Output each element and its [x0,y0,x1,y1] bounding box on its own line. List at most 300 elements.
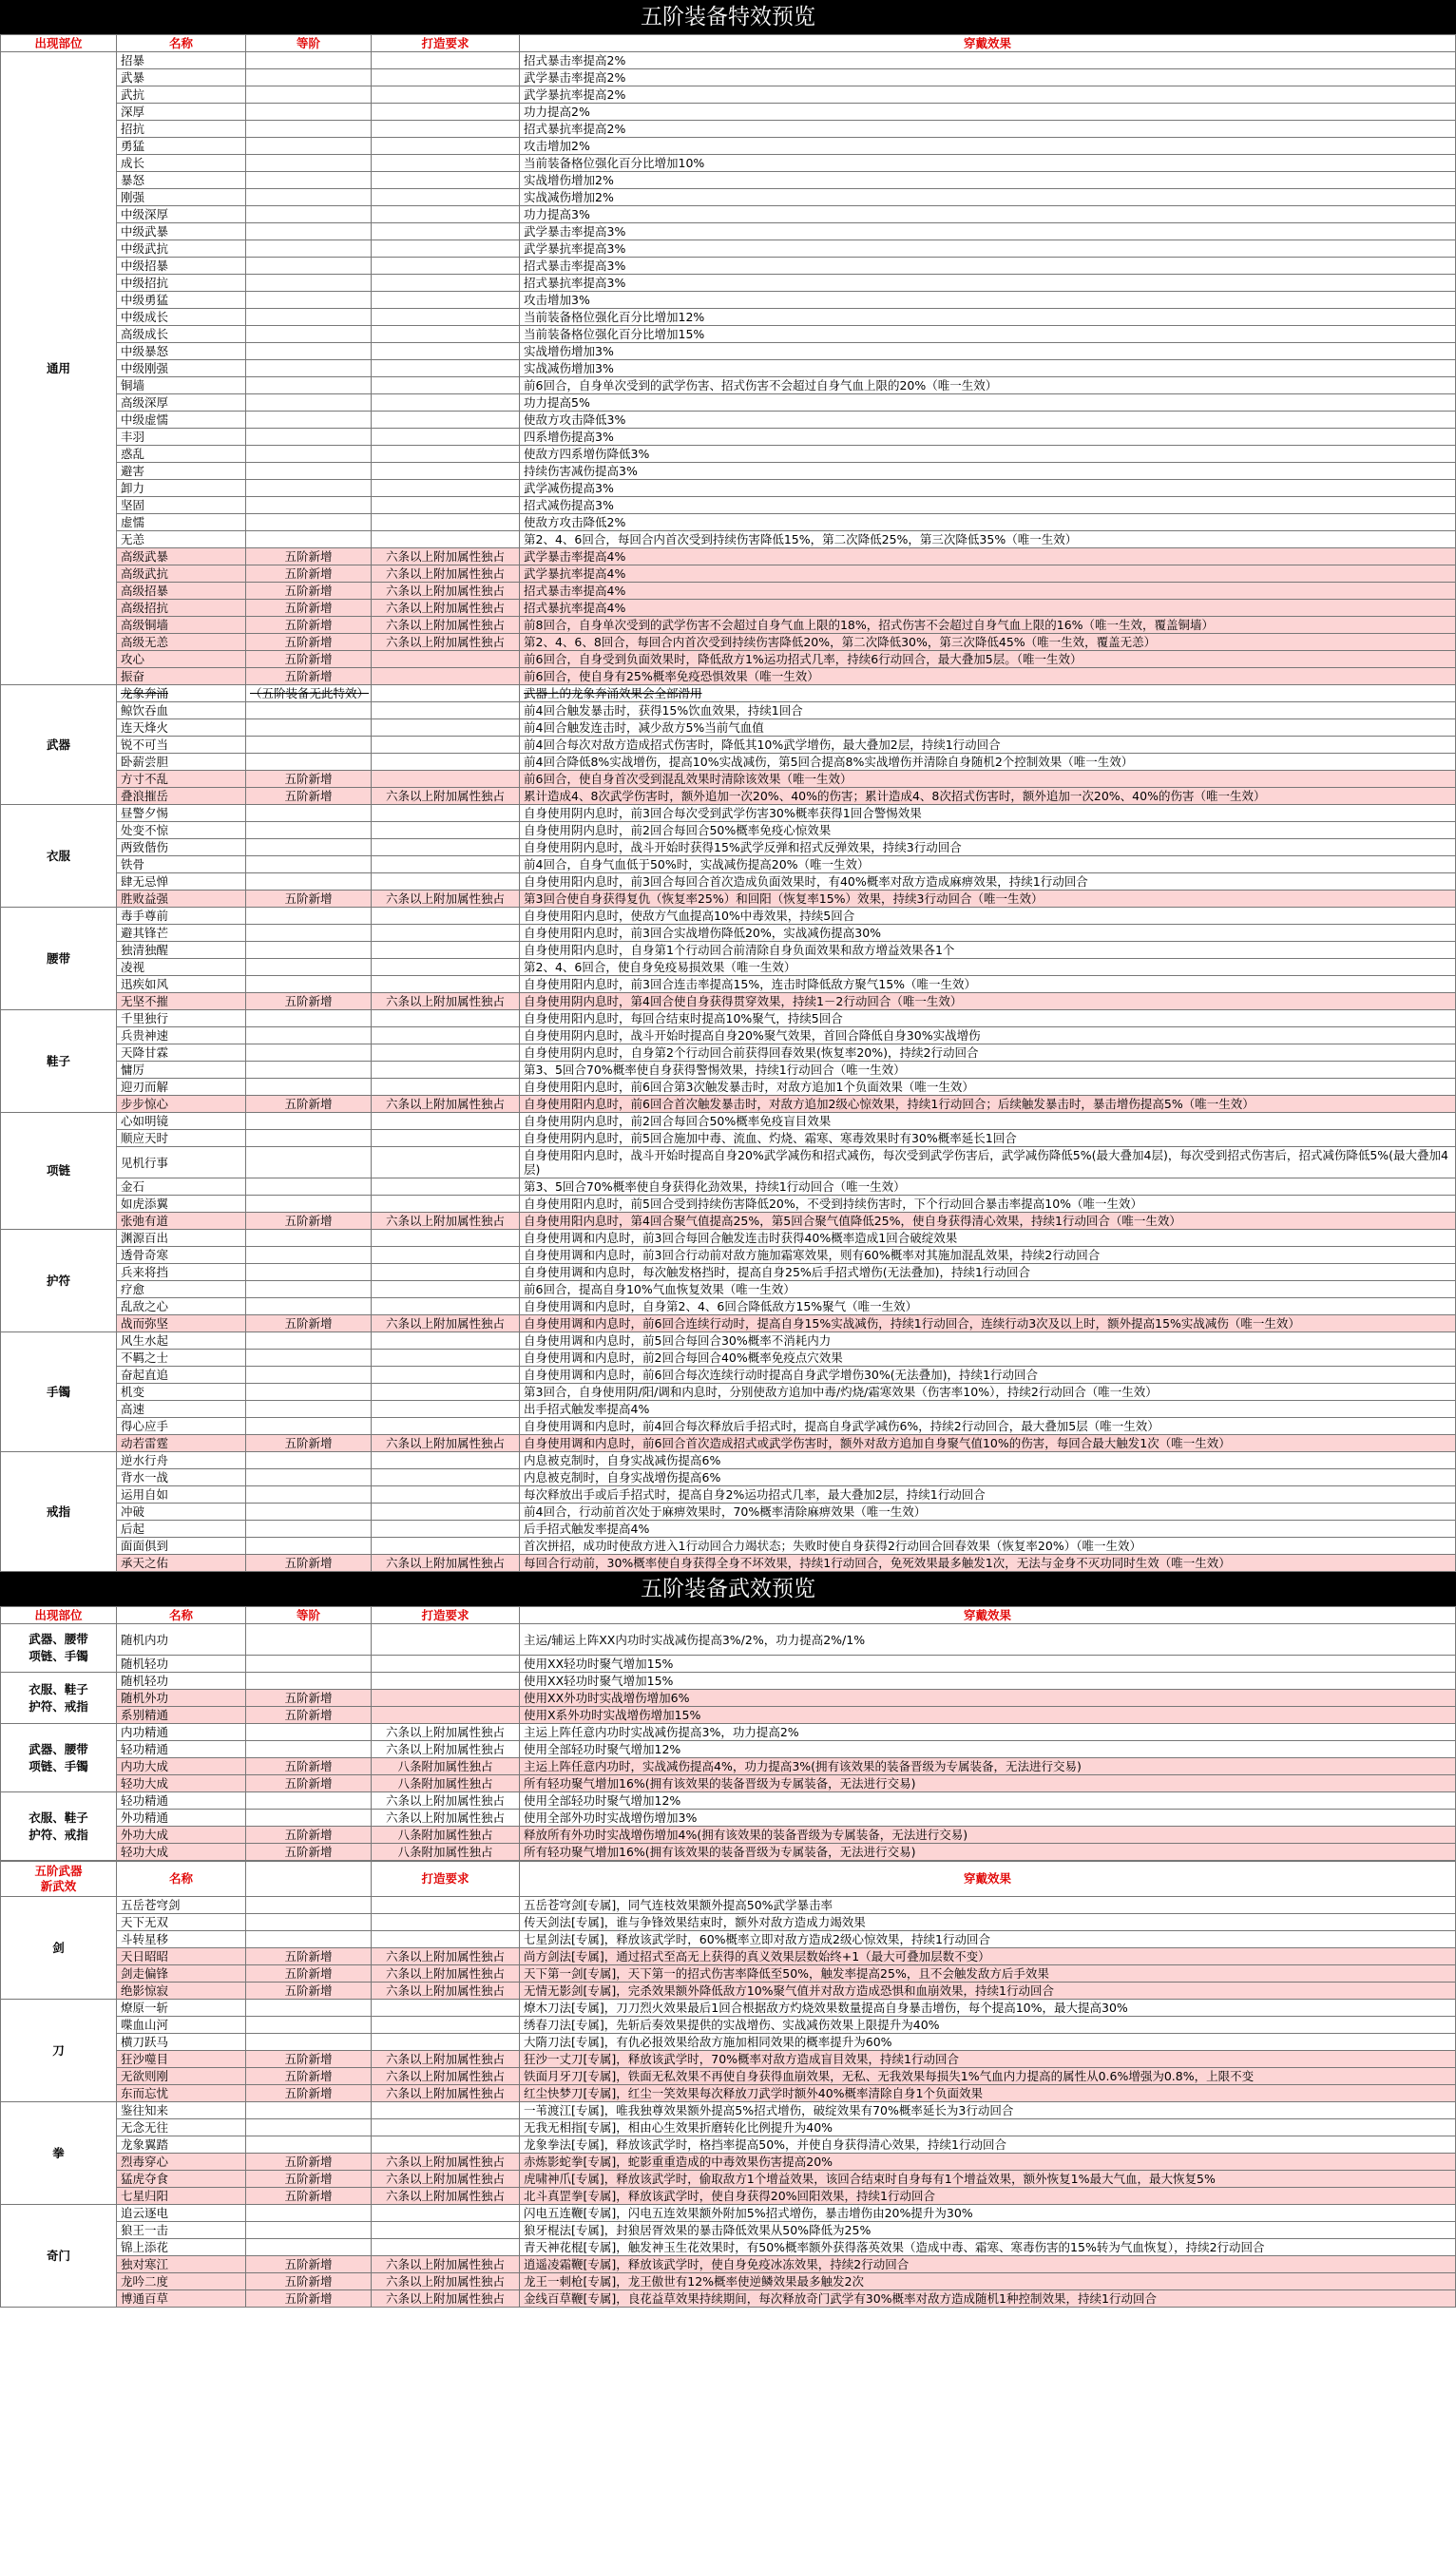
requirement-cell [372,343,520,360]
requirement-cell: 六条以上附加属性独占 [372,565,520,583]
requirement-cell [372,1452,520,1469]
effect-description: 实战增伤增加2% [520,172,1456,189]
effect-description: 自身使用阳内息时，战斗开始时提高自身20%武学减伤和招式减伤，每次受到武学伤害后，武学减伤降低5%(最大叠加4层)，每次受到招式伤害后，招式减伤降低5%(最大叠加4层) [520,1147,1456,1178]
requirement-cell [372,2119,520,2136]
effect-name: 七星归阳 [117,2188,246,2205]
table-row [1,565,1456,583]
tier-cell [246,497,372,514]
tier-cell [246,360,372,377]
requirement-cell: 八条附加属性独占 [372,1844,520,1861]
tier-cell [246,1384,372,1401]
effect-description: 主运/辅运上阵XX内功时实战减伤提高3%/2%，功力提高2%/1% [520,1624,1456,1656]
tier-cell: 五阶新增 [246,1707,372,1724]
effect-description: 当前装备格位强化百分比增加10% [520,155,1456,172]
effect-name: 凌视 [117,959,246,976]
col-header-name: 名称 [117,35,246,52]
requirement-cell [372,514,520,531]
effect-name: 连天烽火 [117,719,246,737]
requirement-cell [372,69,520,86]
requirement-cell [372,856,520,873]
table-row [1,1435,1456,1452]
tier-cell: 五阶新增 [246,1965,372,1983]
requirement-cell [372,412,520,429]
table-row [1,514,1456,531]
effect-description: 使敌方四系增伤降低3% [520,446,1456,463]
requirement-cell [372,719,520,737]
effect-name: 高级招抗 [117,600,246,617]
col-header-tier [246,1862,372,1897]
requirement-cell [372,1044,520,1062]
requirement-cell [372,1401,520,1418]
category-cell: 衣服、鞋子 护符、戒指 [1,1673,117,1724]
table-row [1,2239,1456,2256]
requirement-cell: 六条以上附加属性独占 [372,1724,520,1741]
effect-description: 闪电五连鞭[专属]，闪电五连效果额外附加5%招式增伤，暴击增伤由20%提升为30% [520,2205,1456,2222]
effect-description: 自身使用阴内息时，战斗开始时获得15%武学反弹和招式反弹效果，持续3行动回合 [520,839,1456,856]
requirement-cell [372,1113,520,1130]
effect-name: 狼王一击 [117,2222,246,2239]
table-row [1,1113,1456,1130]
requirement-cell [372,1298,520,1315]
table-row [1,702,1456,719]
tier-cell [246,1418,372,1435]
requirement-cell [372,925,520,942]
table-row [1,446,1456,463]
tier-cell [246,326,372,343]
effect-name: 高级招暴 [117,583,246,600]
table-row [1,583,1456,600]
effect-name: 渊源百出 [117,1230,246,1247]
effect-name: 叠浪摧岳 [117,788,246,805]
effect-name: 轻功大成 [117,1844,246,1861]
tier-cell [246,976,372,993]
effect-name: 猛虎夺食 [117,2171,246,2188]
effect-description: 所有轻功聚气增加16%(拥有该效果的装备晋级为专属装备，无法进行交易) [520,1844,1456,1861]
table-row [1,121,1456,138]
requirement-cell: 六条以上附加属性独占 [372,2256,520,2273]
table-row [1,668,1456,685]
requirement-cell [372,2000,520,2017]
table-row [1,155,1456,172]
table-row [1,2034,1456,2051]
requirement-cell [372,805,520,822]
table-row [1,942,1456,959]
effect-name: 轻功精通 [117,1792,246,1810]
tier-cell [246,1792,372,1810]
effect-name: 见机行事 [117,1147,246,1178]
effect-description: 前4回合触发暴击时，获得15%饮血效果，持续1回合 [520,702,1456,719]
table-row [1,1707,1456,1724]
requirement-cell [372,240,520,258]
effect-name: 中级武暴 [117,223,246,240]
effect-description: 狼牙棍法[专属]，封狼居胥效果的暴击降低效果从50%降低为25% [520,2222,1456,2239]
requirement-cell: 六条以上附加属性独占 [372,1555,520,1572]
weapon-effects-banner: 五阶装备武效预览 [0,1572,1456,1606]
tier-cell: 五阶新增 [246,2051,372,2068]
effect-description: 赤炼影蛇拳[专属]，蛇影重重造成的中毒效果伤害提高20% [520,2154,1456,2171]
table-row [1,1538,1456,1555]
effect-name: 高级铜墙 [117,617,246,634]
category-cell: 腰带 [1,908,117,1010]
effect-description: 当前装备格位强化百分比增加12% [520,309,1456,326]
category-cell: 衣服 [1,805,117,908]
category-cell: 剑 [1,1897,117,2000]
table-row [1,737,1456,754]
effect-description: 使用全部轻功时聚气增加12% [520,1741,1456,1758]
effect-description: 使用全部外功时实战增伤增加3% [520,1810,1456,1827]
table-row [1,1914,1456,1931]
effect-name: 狂沙噬目 [117,2051,246,2068]
effect-name: 轻功精通 [117,1741,246,1758]
requirement-cell [372,223,520,240]
effect-name: 招抗 [117,121,246,138]
col-header-effect: 穿戴效果 [520,1607,1456,1624]
effect-description: 前4回合，行动前首次处于麻痹效果时，70%概率清除麻痹效果（唯一生效） [520,1504,1456,1521]
requirement-cell [372,754,520,771]
effect-description: 第2、4、6回合，使自身免疫易损效果（唯一生效） [520,959,1456,976]
tier-cell: 五阶新增 [246,1827,372,1844]
requirement-cell [372,1656,520,1673]
effect-description: 前8回合，自身单次受到的武学伤害不会超过自身气血上限的18%，招式伤害不会超过自身气血上限的16%（唯一生效，覆盖铜墙） [520,617,1456,634]
tier-cell [246,412,372,429]
effect-description: 自身使用调和内息时，前6回合连续行动时，提高自身15%实战减伤，持续1行动回合，连续行动3次及以上时，额外提高15%实战减伤（唯一生效） [520,1315,1456,1332]
effect-name: 奋起直追 [117,1367,246,1384]
requirement-cell [372,1230,520,1247]
effect-name: 天降甘霖 [117,1044,246,1062]
requirement-cell: 六条以上附加属性独占 [372,788,520,805]
effect-name: 铁骨 [117,856,246,873]
effect-name: 张弛有道 [117,1213,246,1230]
requirement-cell [372,86,520,104]
tier-cell [246,1147,372,1178]
table-row [1,1315,1456,1332]
requirement-cell [372,1178,520,1196]
effect-name: 冲破 [117,1504,246,1521]
table-row [1,343,1456,360]
effect-name: 高级武暴 [117,548,246,565]
effect-name: 成长 [117,155,246,172]
table-row [1,856,1456,873]
effect-name: 战而弥坚 [117,1315,246,1332]
effect-description: 内息被克制时，自身实战减伤提高6% [520,1452,1456,1469]
table-row [1,1624,1456,1656]
col-header-effect: 穿戴效果 [520,35,1456,52]
effect-name: 承天之佑 [117,1555,246,1572]
effect-description: 当前装备格位强化百分比增加15% [520,326,1456,343]
effect-name: 随机外功 [117,1690,246,1707]
effect-description: 尚方剑法[专属]，通过招式至高无上获得的真义效果层数始终+1（最大可叠加层数不变） [520,1948,1456,1965]
table-row [1,429,1456,446]
requirement-cell: 六条以上附加属性独占 [372,2051,520,2068]
table-row [1,1298,1456,1315]
requirement-cell [372,1247,520,1264]
col-header-requirement: 打造要求 [372,1862,520,1897]
requirement-cell [372,497,520,514]
col-header-tier: 等阶 [246,35,372,52]
table-row [1,1213,1456,1230]
table-row [1,377,1456,394]
effect-name: 风生水起 [117,1332,246,1350]
table-row [1,1965,1456,1983]
effect-description: 前4回合触发连击时，减少敌方5%当前气血值 [520,719,1456,737]
effect-name: 中级暴怒 [117,343,246,360]
requirement-cell: 六条以上附加属性独占 [372,1096,520,1113]
effect-description: 前6回合，自身受到负面效果时，降低敌方1%运功招式几率，持续6行动回合，最大叠加5层。（唯一生效） [520,651,1456,668]
requirement-cell: 六条以上附加属性独占 [372,634,520,651]
table-row [1,1555,1456,1572]
table-row [1,1486,1456,1504]
effect-name: 龙吟二度 [117,2273,246,2290]
requirement-cell [372,104,520,121]
tier-cell [246,429,372,446]
tier-cell: 五阶新增 [246,2256,372,2273]
effect-description: 武学暴击率提高4% [520,548,1456,565]
requirement-cell [372,1673,520,1690]
effect-name: 鉴往知来 [117,2102,246,2119]
effect-name: 避害 [117,463,246,480]
table-row [1,1741,1456,1758]
effect-description: 使用XX轻功时聚气增加15% [520,1673,1456,1690]
effect-name: 博通百草 [117,2290,246,2308]
tier-cell [246,223,372,240]
effect-description: 武学暴击率提高3% [520,223,1456,240]
effect-description: 实战减伤增加3% [520,360,1456,377]
tier-cell [246,189,372,206]
tier-cell [246,1130,372,1147]
effect-name: 毒手尊前 [117,908,246,925]
requirement-cell [372,206,520,223]
table-row [1,1401,1456,1418]
effect-description: 功力提高5% [520,394,1456,412]
table-row [1,548,1456,565]
requirement-cell [372,360,520,377]
effect-name: 外功精通 [117,1810,246,1827]
effect-description: 自身使用调和内息时，自身第2、4、6回合降低敌方15%聚气（唯一生效） [520,1298,1456,1315]
tier-cell: 五阶新增 [246,2290,372,2308]
table-row [1,1724,1456,1741]
requirement-cell: 六条以上附加属性独占 [372,2085,520,2102]
effect-description: 使用全部轻功时聚气增加12% [520,1792,1456,1810]
tier-cell [246,1230,372,1247]
table-row [1,1010,1456,1027]
effect-description: 自身使用阳内息时，前3回合连击率提高15%，连击时降低敌方聚气15%（唯一生效） [520,976,1456,993]
tier-cell [246,172,372,189]
tier-cell [246,1196,372,1213]
weapon-effects-table [0,1606,1456,1861]
tier-cell [246,1264,372,1281]
effect-description: 自身使用阳内息时，第4回合聚气值提高25%，第5回合聚气值降低25%，使自身获得清心效果，持续1行动回合（唯一生效） [520,1213,1456,1230]
tier-cell [246,446,372,463]
tier-cell: 五阶新增 [246,788,372,805]
effect-description: 招式暴抗率提高2% [520,121,1456,138]
effect-description: 招式暴击率提高3% [520,258,1456,275]
effect-name: 中级勇猛 [117,292,246,309]
table-row [1,1247,1456,1264]
table-row [1,1504,1456,1521]
effect-name: 招暴 [117,52,246,69]
requirement-cell: 六条以上附加属性独占 [372,1810,520,1827]
table-row [1,1384,1456,1401]
effect-description: 青天神花棍[专属]，触发神玉生花效果时，有50%概率额外获得落英效果（造成中毒、霜寒、寒毒伤害的15%转为气血恢复），持续2行动回合 [520,2239,1456,2256]
effect-description: 自身使用阳内息时，前6回合首次触发暴击时，对敌方追加2级心惊效果，持续1行动回合；后续触发暴击时，暴击增伤提高5%（唯一生效） [520,1096,1456,1113]
tier-cell: 五阶新增 [246,2171,372,2188]
tier-cell: （五阶装备无此特效） [246,685,372,702]
table-row [1,1827,1456,1844]
effect-name: 龙象奔涌 [117,685,246,702]
effect-description: 自身使用阴内息时，前2回合每回合50%概率免疫心惊效果 [520,822,1456,839]
table-row [1,172,1456,189]
effect-description: 虎啸神爪[专属]，释放该武学时，偷取敌方1个增益效果，该回合结束时自身每有1个增益效果，额外恢复1%最大气血，最大恢复5% [520,2171,1456,2188]
requirement-cell: 六条以上附加属性独占 [372,1315,520,1332]
requirement-cell [372,702,520,719]
requirement-cell [372,377,520,394]
effect-name: 龙象翼踏 [117,2136,246,2154]
effect-name: 顺应天时 [117,1130,246,1147]
tier-cell: 五阶新增 [246,600,372,617]
tier-cell [246,1504,372,1521]
requirement-cell: 六条以上附加属性独占 [372,2154,520,2171]
effect-name: 疗愈 [117,1281,246,1298]
table-row [1,1367,1456,1384]
tier-cell: 五阶新增 [246,1213,372,1230]
requirement-cell [372,685,520,702]
table-row [1,1027,1456,1044]
tier-cell [246,822,372,839]
table-row [1,1775,1456,1792]
effect-description: 使敌方攻击降低2% [520,514,1456,531]
requirement-cell: 六条以上附加属性独占 [372,617,520,634]
requirement-cell [372,668,520,685]
effect-name: 动若雷霆 [117,1435,246,1452]
requirement-cell [372,1010,520,1027]
tier-cell [246,805,372,822]
tier-cell [246,1010,372,1027]
effect-name: 慵厉 [117,1062,246,1079]
effect-name: 中级刚强 [117,360,246,377]
table-row [1,1230,1456,1247]
effect-description: 金线百草鞭[专属]，良花益草效果持续期间，每次释放奇门武学有30%概率对敌方造成随机1种控制效果，持续1行动回合 [520,2290,1456,2308]
table-row [1,2068,1456,2085]
requirement-cell: 六条以上附加属性独占 [372,2068,520,2085]
tier-cell: 五阶新增 [246,1983,372,2000]
tier-cell: 五阶新增 [246,651,372,668]
effect-name: 高速 [117,1401,246,1418]
category-cell: 武器 [1,685,117,805]
effect-description: 七星剑法[专属]，释放该武学时，60%概率立即对敌方造成2级心惊效果，持续1行动回合 [520,1931,1456,1948]
category-cell: 护符 [1,1230,117,1332]
effect-name: 勇猛 [117,138,246,155]
effect-name: 随机轻功 [117,1656,246,1673]
tier-cell [246,1656,372,1673]
effect-name: 虚懦 [117,514,246,531]
header-row [1,1862,1456,1897]
table-row [1,2222,1456,2239]
effect-name: 高级成长 [117,326,246,343]
tier-cell: 五阶新增 [246,2273,372,2290]
effect-name: 天下无双 [117,1914,246,1931]
effect-description: 所有轻功聚气增加16%(拥有该效果的装备晋级为专属装备，无法进行交易) [520,1775,1456,1792]
requirement-cell [372,1418,520,1435]
tier-cell: 五阶新增 [246,617,372,634]
requirement-cell: 六条以上附加属性独占 [372,1965,520,1983]
effect-name: 金石 [117,1178,246,1196]
effect-description: 第3回合使自身获得复仇（恢复率25%）和回阳（恢复率15%）效果，持续3行动回合（唯一生效） [520,891,1456,908]
col-header-requirement: 打造要求 [372,35,520,52]
effect-description: 自身使用阴内息时，前2回合每回合50%概率免疫盲目效果 [520,1113,1456,1130]
effect-name: 迎刃而解 [117,1079,246,1096]
effect-name: 处变不惊 [117,822,246,839]
effect-name: 锦上添花 [117,2239,246,2256]
requirement-cell [372,873,520,891]
effect-name: 肆无忌惮 [117,873,246,891]
tier-cell [246,1062,372,1079]
tier-cell [246,394,372,412]
tier-cell [246,1486,372,1504]
effect-description: 天下第一剑[专属]，天下第一的招式伤害率降低至50%，触发率提高25%，且不会触发敌方后手效果 [520,1965,1456,1983]
effect-description: 招式暴抗率提高3% [520,275,1456,292]
requirement-cell [372,1130,520,1147]
effect-name: 斗转星移 [117,1931,246,1948]
effect-description: 使用XX轻功时聚气增加15% [520,1656,1456,1673]
requirement-cell: 八条附加属性独占 [372,1758,520,1775]
requirement-cell [372,737,520,754]
table-row [1,531,1456,548]
effect-name: 昼警夕惕 [117,805,246,822]
requirement-cell [372,1931,520,1948]
tier-cell [246,1113,372,1130]
effect-name: 逆水行舟 [117,1452,246,1469]
table-row [1,1264,1456,1281]
requirement-cell: 六条以上附加属性独占 [372,600,520,617]
tier-cell [246,2034,372,2051]
table-row [1,839,1456,856]
tier-cell [246,1931,372,1948]
effect-description: 武学暴抗率提高4% [520,565,1456,583]
requirement-cell [372,1486,520,1504]
effect-description: 一苇渡江[专属]，唯我独尊效果额外提高5%招式增伤，破绽效果有70%概率延长为3行动回合 [520,2102,1456,2119]
col-header-location: 出现部位 [1,35,117,52]
requirement-cell [372,172,520,189]
effect-description: 五岳苍穹剑[专属]，同气连枝效果额外提高50%武学暴击率 [520,1897,1456,1914]
tier-cell [246,2136,372,2154]
table-row [1,719,1456,737]
requirement-cell [372,446,520,463]
table-row [1,822,1456,839]
effect-name: 后起 [117,1521,246,1538]
table-row [1,1350,1456,1367]
tier-cell [246,2119,372,2136]
special-effects-banner: 五阶装备特效预览 [0,0,1456,34]
table-row [1,873,1456,891]
tier-cell [246,377,372,394]
effect-description: 前6回合，提高自身10%气血恢复效果（唯一生效） [520,1281,1456,1298]
requirement-cell [372,2222,520,2239]
requirement-cell: 六条以上附加属性独占 [372,2273,520,2290]
requirement-cell [372,839,520,856]
tier-cell [246,258,372,275]
effect-name: 高级深厚 [117,394,246,412]
effect-description: 龙王一刺枪[专属]，龙王傲世有12%概率使逆鳞效果最多触发2次 [520,2273,1456,2290]
effect-description: 使用X系外功时实战增伤增加15% [520,1707,1456,1724]
requirement-cell [372,959,520,976]
effect-name: 绝影惊寂 [117,1983,246,2000]
effect-name: 面面俱到 [117,1538,246,1555]
effect-name: 随机轻功 [117,1673,246,1690]
requirement-cell [372,258,520,275]
requirement-cell [372,1367,520,1384]
effect-description: 武学暴抗率提高3% [520,240,1456,258]
table-row [1,104,1456,121]
